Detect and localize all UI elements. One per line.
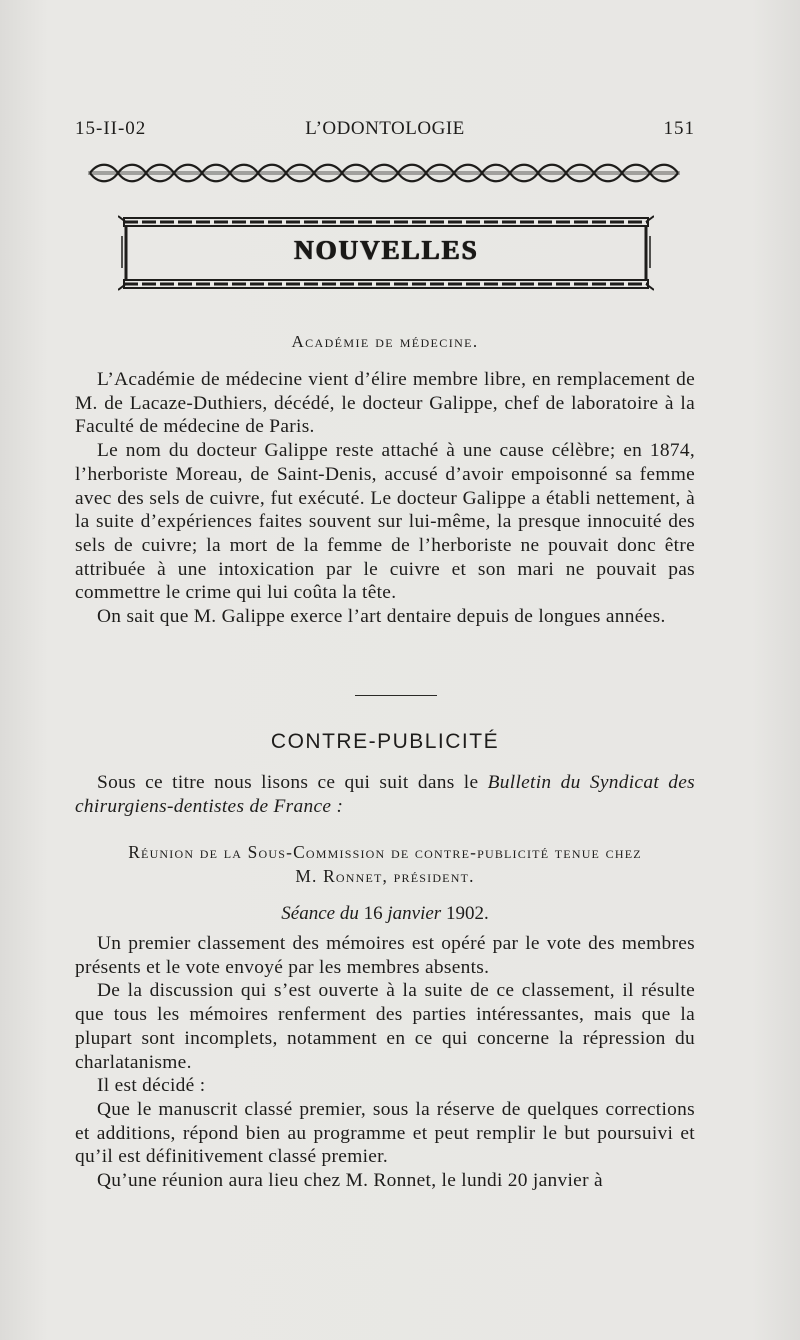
journal-title: L’ODONTOLOGIE bbox=[305, 118, 465, 139]
issue-date: 15-II-02 bbox=[75, 118, 147, 139]
contre-publicite-heading: CONTRE-PUBLICITÉ bbox=[270, 730, 500, 753]
seance-date: Séance du 16 janvier 1902. bbox=[281, 903, 489, 924]
page-number: 151 bbox=[663, 118, 695, 139]
contre-intro bbox=[75, 771, 695, 818]
paragraph: De la discussion qui s’est ouverte à la suite de ce classement, il résulte que tous les mémoires renferment des parties intéressantes, mais que la plupart sont incomplets, notamment en ce qui concerne la répression du charlatanisme. bbox=[75, 980, 695, 1073]
running-head bbox=[75, 118, 695, 144]
paragraph: Que le manuscrit classé premier, sous la réserve de quelques corrections et additions, répond bien au programme et peut remplir le but poursuivi et qu’il est définitivement classé premier. bbox=[75, 1098, 695, 1168]
academie-heading: Académie de médecine. bbox=[291, 332, 479, 351]
paragraph: Qu’une réunion aura lieu chez M. Ronnet, le lundi 20 janvier à bbox=[97, 1170, 603, 1192]
paragraph: L’Académie de médecine vient d’élire membre libre, en remplacement de M. de Lacaze-Duthiers, décédé, le docteur Galippe, chef de laboratoire à la Faculté de médecine de Paris. bbox=[75, 369, 695, 438]
paragraph: On sait que M. Galippe exerce l’art dentaire depuis de longues années. bbox=[97, 606, 666, 628]
academie-body bbox=[75, 368, 695, 629]
section-banner-title: NOUVELLES bbox=[293, 235, 479, 265]
paragraph: Le nom du docteur Galippe reste attaché à une cause célèbre; en 1874, l’herboriste Moreau, de Saint-Denis, accusé d’avoir empoisonné sa femme avec des sels de cuivre, fut exécuté. Le docteur Galippe a établi nettement, à la suite d’expériences faites souvent sur lui-même, la presque innocuité des sels de cuivre; la mort de la femme de l’herboriste ne pouvait donc être attribuée à une intoxication par le cuivre et son mari ne pouvait pas commettre le crime qui lui coûta la tête. bbox=[75, 440, 695, 604]
section-divider bbox=[355, 695, 437, 696]
bulletin-title: Bulletin du Syndicat des chirurgiens-dentistes de France : bbox=[75, 772, 695, 817]
seance-body bbox=[75, 932, 695, 1193]
paragraph: Sous ce titre nous lisons ce qui suit dans le Bulletin du Syndicat des chirurgiens-dentistes de France : bbox=[75, 772, 695, 817]
paragraph: Un premier classement des mémoires est opéré par le vote des membres présents et le vote envoyé par les membres absents. bbox=[75, 933, 695, 978]
paragraph: Il est décidé : bbox=[97, 1075, 206, 1097]
ornament-band bbox=[88, 162, 680, 184]
reunion-heading: Réunion de la Sous-Commission de contre-publicité tenue chez M. Ronnet, président. bbox=[128, 842, 642, 886]
